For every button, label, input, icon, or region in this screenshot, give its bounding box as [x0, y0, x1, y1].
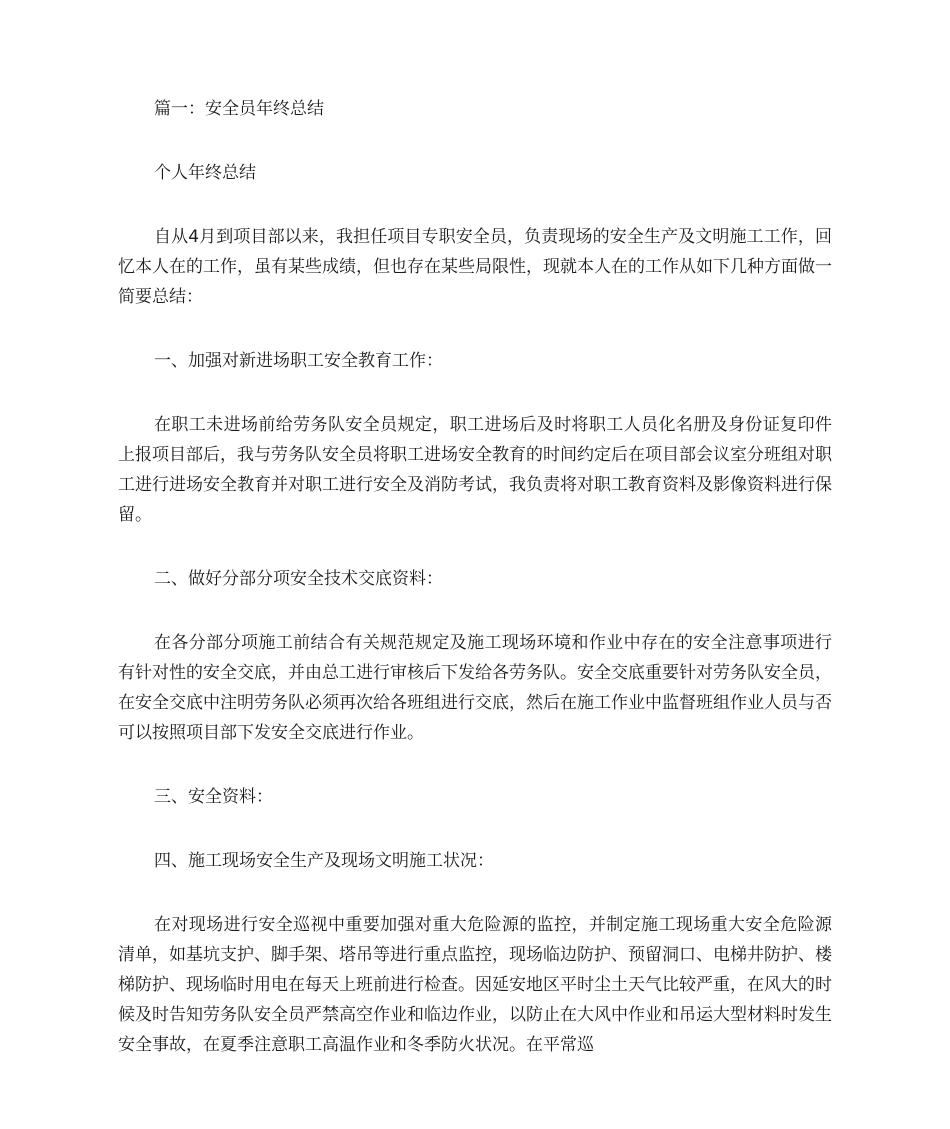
section-4-heading: 四、施工现场安全生产及现场文明施工状况： — [154, 851, 494, 871]
section-3-heading: 三、安全资料： — [154, 787, 273, 807]
section-4-paragraph: 在对现场进行安全巡视中重要加强对重大危险源的监控，并制定施工现场重大安全危险源清单，如基坑支护、脚手架、塔吊等进行重点监控，现场临边防护、预留洞口、电梯井防护、楼梯防护、现场临时用电在每天上班前进行检查。因延安地区平时尘土天气比较严重，在风大的时候及时告知劳务队安全员严禁高空作业和临边作业，以防止在大风中作业和吊运大型材料时发生安全事故，在夏季注意职工高温作业和冬季防火状况。在平常巡 — [118, 915, 832, 1055]
intro-paragraph: 自从4月到项目部以来，我担任项目专职安全员，负责现场的安全生产及文明施工工作，回忆本人在的工作，虽有某些成绩，但也存在某些局限性，现就本人在的工作从如下几种方面做一简要总结： — [118, 227, 832, 307]
section-2-heading: 二、做好分部分项安全技术交底资料： — [154, 569, 443, 589]
section-1-heading: 一、加强对新进场职工安全教育工作： — [154, 351, 443, 371]
section-1-paragraph: 在职工未进场前给劳务队安全员规定，职工进场后及时将职工人员化名册及身份证复印件上报项目部后，我与劳务队安全员将职工进场安全教育的时间约定后在项目部会议室分班组对职工进行进场安全教育并对职工进行安全及消防考试，我负责将对职工教育资料及影像资料进行保留。 — [118, 415, 832, 525]
section-2-paragraph: 在各分部分项施工前结合有关规范规定及施工现场环境和作业中存在的安全注意事项进行有针对性的安全交底，并由总工进行审核后下发给各劳务队。安全交底重要针对劳务队安全员，在安全交底中注明劳务队必须再次给各班组进行交底，然后在施工作业中监督班组作业人员与否可以按照项目部下发安全交底进行作业。 — [118, 633, 832, 743]
document-subtitle: 个人年终总结 — [154, 163, 256, 183]
document-title: 篇一：安全员年终总结 — [154, 99, 324, 119]
document-body — [118, 94, 832, 1094]
